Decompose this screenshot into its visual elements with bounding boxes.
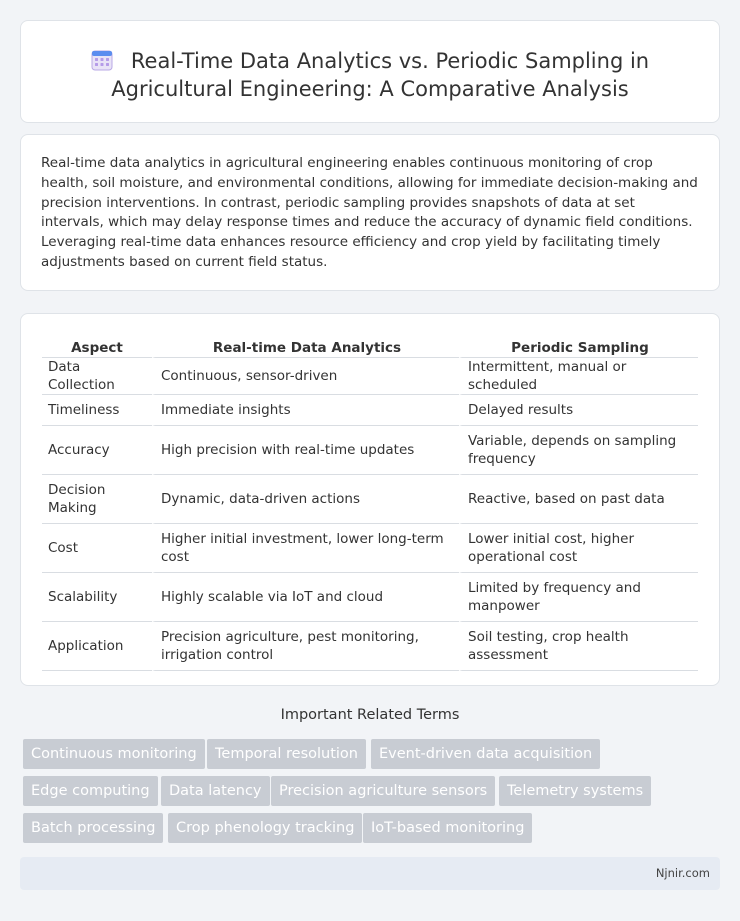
table-header-row [42, 334, 698, 358]
table-cell-aspect: Decision Making [42, 475, 152, 524]
comparison-table-card [20, 313, 720, 686]
related-term-tag[interactable]: Temporal resolution [207, 739, 366, 769]
table-row [42, 524, 698, 573]
title-card [20, 20, 720, 123]
table-cell: Immediate insights [152, 395, 459, 426]
related-term-tag[interactable]: Edge computing [23, 776, 158, 806]
related-term-tag[interactable]: Telemetry systems [499, 776, 651, 806]
header-real-time: Real-time Data Analytics [152, 334, 459, 358]
table-row [42, 358, 698, 395]
related-term-tag[interactable]: Continuous monitoring [23, 739, 205, 769]
table-cell: Delayed results [459, 395, 698, 426]
related-term-tag[interactable]: Crop phenology tracking [168, 813, 362, 843]
table-cell: Intermittent, manual or scheduled [459, 358, 698, 395]
comparison-table [42, 334, 698, 671]
table-cell: Soil testing, crop health assessment [459, 622, 698, 671]
calendar-icon [91, 49, 113, 71]
intro-paragraph: Real-time data analytics in agricultural engineering enables continuous monitoring of crop health, soil moisture, and environmental conditions, allowing for immediate decision-making and precision interventions. In contrast, periodic sampling provides snapshots of data at set intervals, which may delay response times and reduce the accuracy of dynamic field conditions. Leveraging real-time data enhances resource efficiency and crop yield by facilitating timely adjustments based on current field status. [41, 155, 698, 270]
related-term-tag[interactable]: Event-driven data acquisition [371, 739, 600, 769]
related-term-tag[interactable]: Precision agriculture sensors [271, 776, 495, 806]
intro-card [20, 134, 720, 291]
header-periodic: Periodic Sampling [459, 334, 698, 358]
table-cell: Limited by frequency and manpower [459, 573, 698, 622]
table-row [42, 395, 698, 426]
table-row [42, 426, 698, 475]
table-row [42, 573, 698, 622]
page-title-text: Real-Time Data Analytics vs. Periodic Sampling in Agricultural Engineering: A Comparative Analysis [111, 49, 650, 101]
table-cell: Continuous, sensor-driven [152, 358, 459, 395]
table-row [42, 622, 698, 671]
table-cell-aspect: Data Collection [42, 358, 152, 395]
table-cell: Variable, depends on sampling frequency [459, 426, 698, 475]
table-cell-aspect: Accuracy [42, 426, 152, 475]
related-term-tag[interactable]: IoT-based monitoring [363, 813, 532, 843]
related-term-tag[interactable]: Batch processing [23, 813, 163, 843]
table-cell-aspect: Timeliness [42, 395, 152, 426]
related-term-tag[interactable]: Data latency [161, 776, 270, 806]
table-cell: Lower initial cost, higher operational cost [459, 524, 698, 573]
table-cell-aspect: Cost [42, 524, 152, 573]
header-aspect: Aspect [42, 334, 152, 358]
table-cell: Higher initial investment, lower long-term cost [152, 524, 459, 573]
table-cell-aspect: Scalability [42, 573, 152, 622]
footer [20, 857, 720, 890]
table-cell: Precision agriculture, pest monitoring, irrigation control [152, 622, 459, 671]
page-title [41, 47, 699, 103]
table-row [42, 475, 698, 524]
table-cell: High precision with real-time updates [152, 426, 459, 475]
table-cell: Highly scalable via IoT and cloud [152, 573, 459, 622]
related-terms-heading: Important Related Terms [280, 707, 460, 723]
table-cell: Dynamic, data-driven actions [152, 475, 459, 524]
footer-site-link[interactable]: Njnir.com [655, 866, 710, 880]
table-cell: Reactive, based on past data [459, 475, 698, 524]
table-cell-aspect: Application [42, 622, 152, 671]
